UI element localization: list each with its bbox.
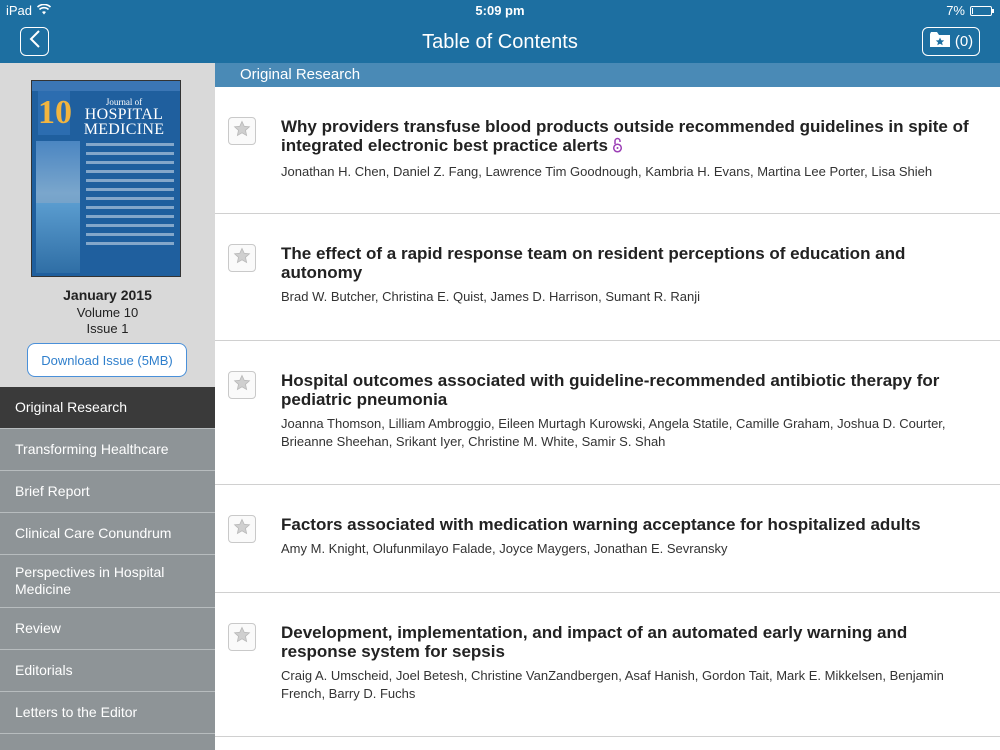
article-row[interactable] bbox=[215, 341, 1000, 485]
folder-star-icon bbox=[929, 31, 951, 52]
article-title-text: Factors associated with medication warning acceptance for hospitalized adults bbox=[281, 515, 921, 534]
article-title-text: Hospital outcomes associated with guideline-recommended antibiotic therapy for pediatric pneumonia bbox=[281, 371, 940, 409]
article-text bbox=[281, 117, 980, 181]
page-title: Table of Contents bbox=[422, 31, 578, 53]
article-title[interactable] bbox=[281, 244, 980, 282]
article-title[interactable] bbox=[281, 623, 980, 661]
sidebar-item-label: Transforming Healthcare bbox=[15, 441, 169, 457]
star-icon bbox=[233, 626, 251, 649]
sidebar bbox=[0, 63, 215, 750]
favorite-star-button[interactable] bbox=[228, 515, 256, 543]
issue-cover-image[interactable] bbox=[31, 80, 181, 277]
main-content bbox=[215, 63, 1000, 750]
article-row[interactable] bbox=[215, 593, 1000, 737]
article-title-text: Why providers transfuse blood products outside recommended guidelines in spite of integrated electronic best practice alerts bbox=[281, 117, 969, 155]
article-row[interactable] bbox=[215, 214, 1000, 341]
star-icon bbox=[233, 374, 251, 397]
cover-masthead: Journal of HOSPITAL MEDICINE bbox=[83, 97, 165, 138]
article-authors: Brad W. Butcher, Christina E. Quist, James D. Harrison, Sumant R. Ranji bbox=[281, 289, 701, 304]
article-text bbox=[281, 371, 980, 451]
sidebar-item-section[interactable] bbox=[0, 513, 215, 555]
favorite-star-button[interactable] bbox=[228, 623, 256, 651]
sidebar-item-label: Brief Report bbox=[15, 483, 90, 499]
section-header: Original Research bbox=[215, 63, 1000, 87]
sidebar-item-label: Original Research bbox=[15, 399, 128, 415]
article-title[interactable] bbox=[281, 515, 980, 534]
issue-panel bbox=[0, 63, 215, 387]
article-title[interactable] bbox=[281, 117, 980, 157]
top-bar bbox=[0, 0, 1000, 63]
status-bar bbox=[0, 0, 1000, 20]
star-icon bbox=[233, 247, 251, 270]
article-text bbox=[281, 515, 980, 558]
sidebar-item-section[interactable] bbox=[0, 692, 215, 734]
sidebar-item-section[interactable] bbox=[0, 555, 215, 608]
article-title-text: Development, implementation, and impact of an automated early warning and response system for sepsis bbox=[281, 623, 908, 661]
article-authors: Craig A. Umscheid, Joel Betesh, Christine VanZandbergen, Asaf Hanish, Gordon Tait, Mark E. Mikkelsen, Benjamin French, Barry D. Fuchs bbox=[281, 668, 944, 701]
sidebar-item-label: Clinical Care Conundrum bbox=[15, 525, 172, 541]
open-access-icon bbox=[612, 137, 623, 157]
star-icon bbox=[233, 120, 251, 143]
battery-percent: 7% bbox=[946, 3, 965, 18]
sidebar-item-section[interactable] bbox=[0, 608, 215, 650]
favorite-star-button[interactable] bbox=[228, 117, 256, 145]
status-time: 5:09 pm bbox=[475, 3, 525, 18]
sidebar-item-label: Review bbox=[15, 620, 61, 636]
cover-badge: 10 bbox=[38, 91, 70, 135]
star-icon bbox=[233, 518, 251, 541]
article-row[interactable] bbox=[215, 485, 1000, 593]
battery-icon bbox=[970, 6, 992, 16]
cover-photo bbox=[36, 203, 80, 273]
issue-volume: Volume 10 bbox=[76, 305, 139, 320]
issue-date: January 2015 bbox=[63, 287, 152, 303]
cover-contents-lines bbox=[86, 143, 174, 266]
article-row[interactable] bbox=[215, 87, 1000, 214]
device-label: iPad bbox=[6, 3, 33, 18]
article-text bbox=[281, 623, 980, 703]
sidebar-item-section[interactable] bbox=[0, 387, 215, 429]
article-authors: Joanna Thomson, Lilliam Ambroggio, Eileen Murtagh Kurowski, Angela Statile, Camille Graham, Joshua D. Courter, Brieanne Sheehan, Srikant Iyer, Christine M. White, Samir S. Shah bbox=[281, 416, 946, 449]
article-authors: Amy M. Knight, Olufunmilayo Falade, Joyce Maygers, Jonathan E. Sevransky bbox=[281, 541, 728, 556]
article-list bbox=[215, 87, 1000, 737]
favorite-star-button[interactable] bbox=[228, 244, 256, 272]
sidebar-item-section[interactable] bbox=[0, 471, 215, 513]
sidebar-item-label: Editorials bbox=[15, 662, 73, 678]
sidebar-item-section[interactable] bbox=[0, 650, 215, 692]
article-title[interactable] bbox=[281, 371, 980, 409]
article-text bbox=[281, 244, 980, 306]
article-authors: Jonathan H. Chen, Daniel Z. Fang, Lawrence Tim Goodnough, Kambria H. Evans, Martina Lee Porter, Lisa Shieh bbox=[281, 164, 933, 179]
favorites-count: (0) bbox=[954, 33, 974, 50]
issue-number: Issue 1 bbox=[86, 321, 129, 336]
favorite-star-button[interactable] bbox=[228, 371, 256, 399]
download-issue-button[interactable]: Download Issue (5MB) bbox=[27, 343, 187, 377]
sidebar-item-label: Perspectives in Hospital Medicine bbox=[15, 564, 165, 597]
sidebar-item-section[interactable] bbox=[0, 429, 215, 471]
sidebar-item-label: Letters to the Editor bbox=[15, 704, 138, 720]
section-list bbox=[0, 387, 215, 734]
article-title-text: The effect of a rapid response team on resident perceptions of education and autonomy bbox=[281, 244, 906, 282]
favorites-button[interactable] bbox=[922, 27, 980, 56]
